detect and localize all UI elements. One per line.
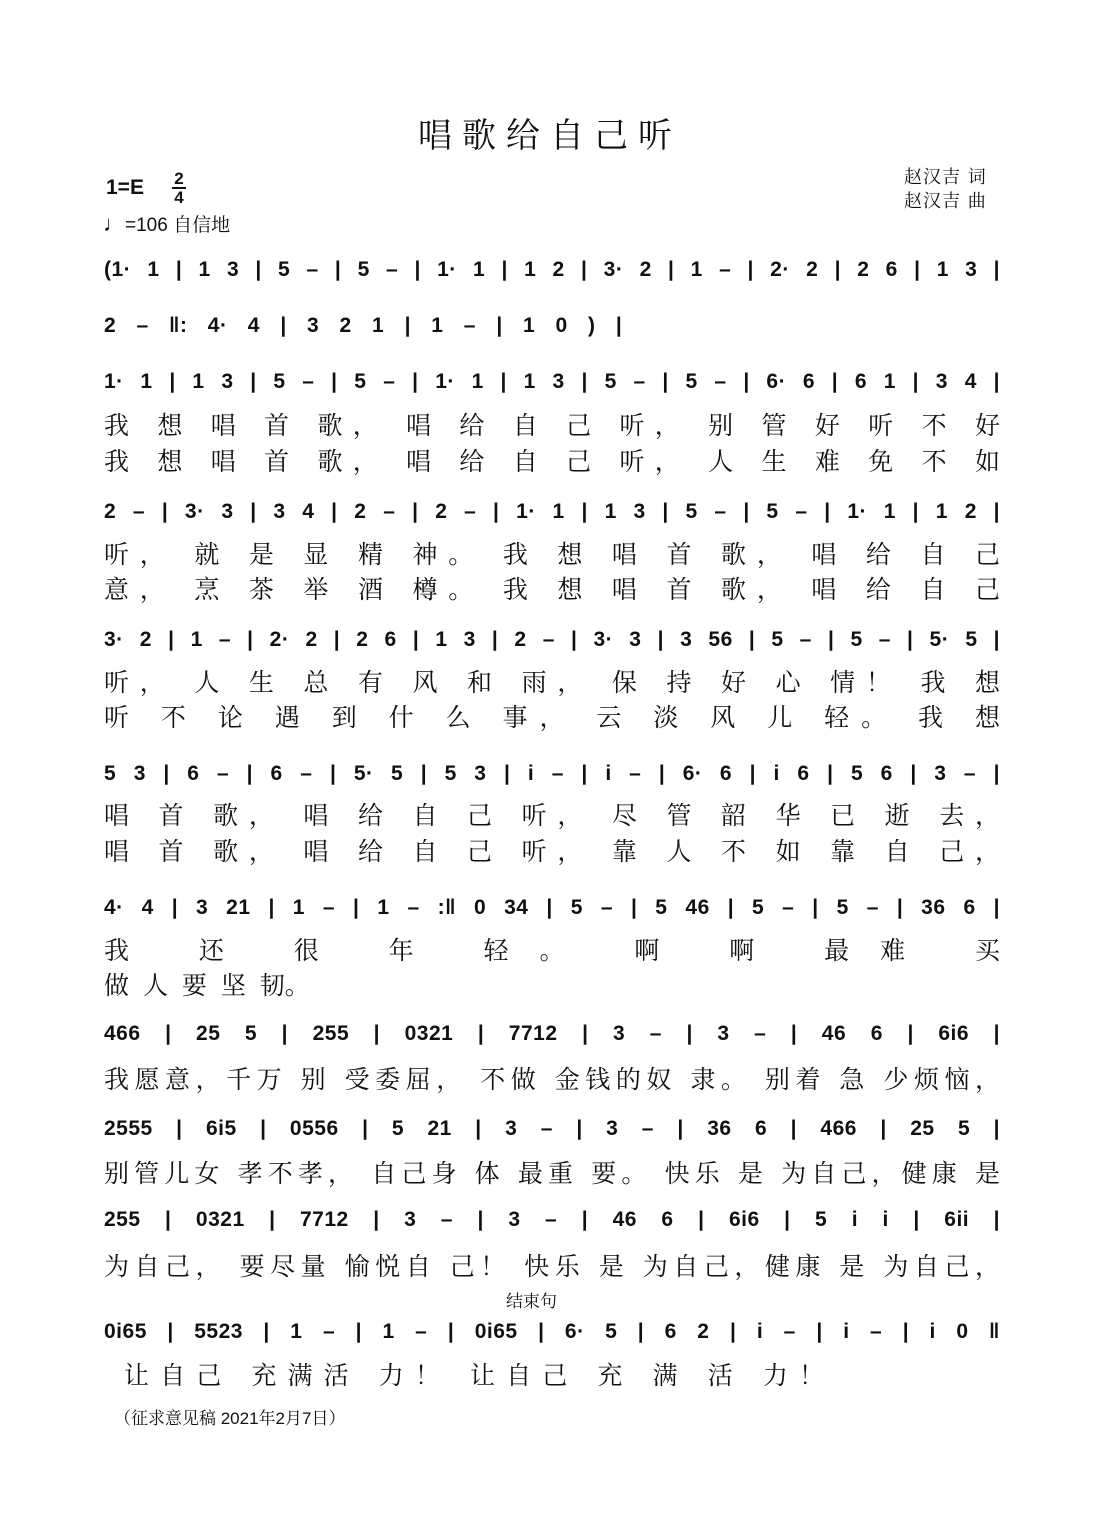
lyric-line-5-verse-1: 听， 人 生 总 有 风 和 雨， 保 持 好 心 情！ 我 想 (104, 668, 1000, 697)
ending-phrase-label: 结束句 (506, 1292, 557, 1311)
notation-line-3: 1· 1 | 1 3 | 5 – | 5 – | 1· 1 | 1 3 | 5 – | 5 – | 6· 6 | 6 1 | 3 4 | (104, 370, 1000, 393)
notation-line-5: 3· 2 | 1 – | 2· 2 | 2 6 | 1 3 | 2 – | 3· 3 | 3 56 | 5 – | 5 – | 5· 5 | (104, 628, 1000, 651)
notation-line-6: 5 3 | 6 – | 6 – | 5· 5 | 5 3 | i – | i – | 6· 6 | i 6 | 5 6 | 3 – | (104, 762, 1000, 785)
composer-credit: 赵汉吉 曲 (904, 191, 987, 212)
draft-footnote: （征求意见稿 2021年2月7日） (114, 1409, 346, 1428)
notation-line-8: 466 | 25 5 | 255 | 0321 | 7712 | 3 – | 3 – | 46 6 | 6i6 | (104, 1022, 1000, 1045)
notation-line-10: 255 | 0321 | 7712 | 3 – | 3 – | 46 6 | 6i6 | 5 i i | 6ii | (104, 1208, 1000, 1231)
quarter-note-icon: ♩ (103, 211, 125, 236)
lyric-line-5-verse-2: 听 不 论 遇 到 什 么 事， 云 淡 风 儿 轻。 我 想 (104, 703, 1000, 732)
lyric-line-11: 让自己 充满活 力！ 让自己 充 满 活 力！ (124, 1361, 824, 1390)
notation-line-2: 2 – ‖: 4· 4 | 3 2 1 | 1 – | 1 0 ) | (104, 314, 623, 337)
time-signature (172, 170, 186, 206)
notation-line-1: (1· 1 | 1 3 | 5 – | 5 – | 1· 1 | 1 2 | 3· 2 | 1 – | 2· 2 | 2 6 | 1 3 | (104, 258, 1000, 281)
lyric-line-3-verse-2: 我 想 唱 首 歌， 唱 给 自 己 听， 人 生 难 免 不 如 (104, 447, 1000, 476)
lyric-line-7-verse-1: 我 还 很 年 轻。 啊 啊 最难 买 (104, 936, 1000, 965)
lyric-line-8: 我愿意，千万 别 受委屈， 不做 金钱的奴 隶。 别着 急 少烦恼， (104, 1065, 1000, 1094)
tempo-marking (103, 210, 230, 237)
lyric-line-7-verse-2: 做 人 要 坚 韧。 (104, 971, 310, 1000)
lyric-line-6-verse-2: 唱 首 歌， 唱 给 自 己 听， 靠 人 不 如 靠 自 己， (104, 837, 1000, 866)
lyric-line-4-verse-1: 听， 就 是 显 精 神。 我 想 唱 首 歌， 唱 给 自 己 (104, 540, 1000, 569)
time-signature-unit: 4 (174, 188, 184, 207)
notation-line-4: 2 – | 3· 3 | 3 4 | 2 – | 2 – | 1· 1 | 1 3 | 5 – | 5 – | 1· 1 | 1 2 | (104, 500, 1000, 523)
tempo-text: =106 自信地 (125, 215, 231, 236)
credits (904, 166, 987, 214)
notation-line-9: 2555 | 6i5 | 0556 | 5 21 | 3 – | 3 – | 36 6 | 466 | 25 5 | (104, 1117, 1000, 1140)
key-signature: 1=E (106, 176, 144, 199)
lyric-line-3-verse-1: 我 想 唱 首 歌， 唱 给 自 己 听， 别 管 好 听 不 好 (104, 411, 1000, 440)
lyric-line-6-verse-1: 唱 首 歌， 唱 给 自 己 听， 尽 管 韶 华 已 逝 去， (104, 801, 1000, 830)
notation-line-7: 4· 4 | 3 21 | 1 – | 1 – :‖ 0 34 | 5 – | 5 46 | 5 – | 5 – | 36 6 | (104, 896, 1000, 919)
song-title: 唱歌给自己听 (418, 116, 682, 156)
time-signature-beats: 2 (174, 169, 184, 188)
lyric-line-9: 别管儿女 孝不孝， 自己身 体 最重 要。 快乐 是 为自己，健康 是 (104, 1159, 1000, 1188)
lyric-line-4-verse-2: 意， 烹 茶 举 酒 樽。 我 想 唱 首 歌， 唱 给 自 己 (104, 575, 1000, 604)
notation-line-11: 0i65 | 5523 | 1 – | 1 – | 0i65 | 6· 5 | 6 2 | i – | i – | i 0 ‖ (104, 1320, 1000, 1343)
lyric-line-10: 为自己， 要尽量 愉悦自 己！ 快乐 是 为自己，健康 是 为自己， (104, 1252, 1000, 1281)
lyricist-credit: 赵汉吉 词 (904, 167, 987, 188)
